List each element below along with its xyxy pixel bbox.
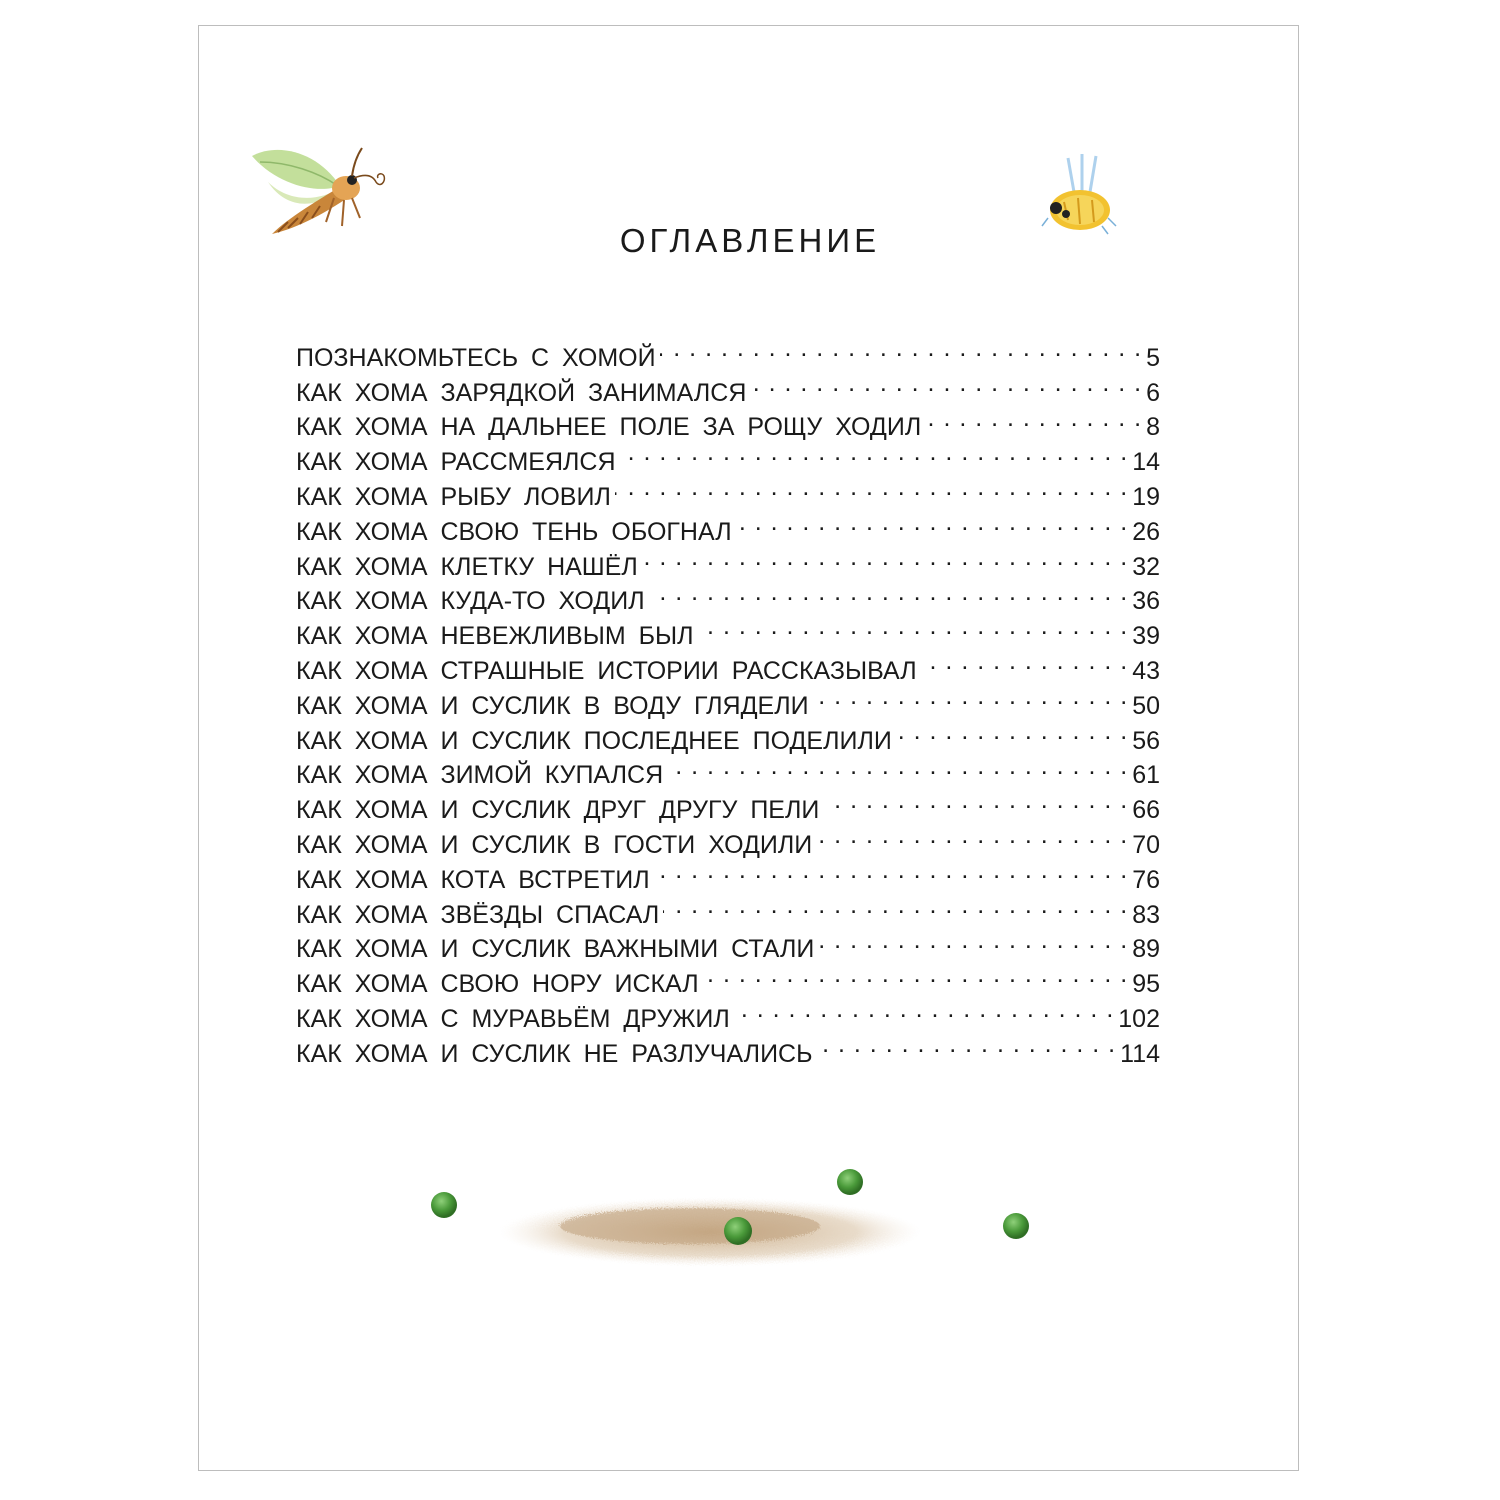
toc-entry-title: КАК ХОМА И СУСЛИК НЕ РАЗЛУЧАЛИСЬ [296, 1039, 813, 1068]
toc-entry-page: 26 [1132, 517, 1160, 546]
toc-leader-dots [925, 401, 1142, 436]
toc-entry-title: КАК ХОМА РЫБУ ЛОВИЛ [296, 482, 611, 511]
toc-entry-title: КАК ХОМА НА ДАЛЬНЕЕ ПОЛЕ ЗА РОЩУ ХОДИЛ [296, 413, 922, 442]
pea-icon [837, 1169, 863, 1195]
toc-leader-dots [921, 644, 1129, 679]
toc-entry-title: КАК ХОМА РАССМЕЯЛСЯ [296, 448, 616, 477]
toc-leader-dots [663, 888, 1128, 923]
toc-entry-page: 70 [1132, 830, 1160, 859]
toc-entry-title: КАК ХОМА ЗИМОЙ КУПАЛСЯ [296, 761, 664, 790]
toc-leader-dots [620, 435, 1129, 470]
toc-leader-dots [660, 331, 1143, 366]
toc-entry-page: 14 [1132, 448, 1160, 477]
toc-entry-page: 19 [1132, 482, 1160, 511]
toc-leader-dots [734, 992, 1114, 1027]
toc-entry-title: КАК ХОМА ЗАРЯДКОЙ ЗАНИМАЛСЯ [296, 378, 747, 407]
toc-entry-page: 83 [1132, 900, 1160, 929]
toc-entry-page: 43 [1132, 656, 1160, 685]
toc-entry-title: КАК ХОМА И СУСЛИК В ГОСТИ ХОДИЛИ [296, 830, 813, 859]
toc-entry-page: 66 [1132, 796, 1160, 825]
toc-leader-dots [649, 575, 1129, 610]
toc-leader-dots [667, 749, 1128, 784]
toc-leader-dots [615, 470, 1128, 505]
toc-entry-title: КАК ХОМА КУДА-ТО ХОДИЛ [296, 587, 645, 616]
peas-and-dirt-illustration [420, 1160, 1050, 1280]
toc-entry-title: КАК ХОМА СВОЮ ТЕНЬ ОБОГНАЛ [296, 517, 732, 546]
toc-entry-page: 5 [1146, 343, 1160, 372]
toc-entry-page: 36 [1132, 587, 1160, 616]
table-of-contents [296, 331, 1160, 1068]
toc-entry-page: 32 [1132, 552, 1160, 581]
toc-entry-title: КАК ХОМА И СУСЛИК ПОСЛЕДНЕЕ ПОДЕЛИЛИ [296, 726, 892, 755]
toc-entry[interactable] [296, 331, 1160, 372]
toc-entry-page: 114 [1120, 1039, 1160, 1068]
toc-leader-dots [642, 540, 1128, 575]
toc-leader-dots [896, 714, 1128, 749]
toc-entry-title: КАК ХОМА КОТА ВСТРЕТИЛ [296, 865, 650, 894]
toc-entry-page: 89 [1132, 935, 1160, 964]
toc-entry-title: КАК ХОМА И СУСЛИК ДРУГ ДРУГУ ПЕЛИ [296, 796, 820, 825]
toc-entry-page: 56 [1132, 726, 1160, 755]
toc-leader-dots [813, 679, 1129, 714]
toc-entry-title: КАК ХОМА КЛЕТКУ НАШЁЛ [296, 552, 638, 581]
toc-entry-page: 39 [1132, 622, 1160, 651]
toc-leader-dots [818, 923, 1128, 958]
toc-leader-dots [823, 783, 1128, 818]
toc-leader-dots [698, 609, 1129, 644]
toc-entry-page: 6 [1146, 378, 1160, 407]
toc-entry-page: 76 [1132, 865, 1160, 894]
pea-icon [1003, 1213, 1029, 1239]
toc-leader-dots [654, 853, 1129, 888]
toc-heading: ОГЛАВЛЕНИЕ [619, 222, 881, 259]
toc-entry-title: КАК ХОМА НЕВЕЖЛИВЫМ БЫЛ [296, 622, 694, 651]
toc-entry-page: 50 [1132, 691, 1160, 720]
toc-entry-title: ПОЗНАКОМЬТЕСЬ С ХОМОЙ [296, 343, 656, 372]
toc-entry-title: КАК ХОМА СВОЮ НОРУ ИСКАЛ [296, 970, 699, 999]
pea-icon [431, 1192, 457, 1218]
toc-leader-dots [816, 818, 1128, 853]
toc-entry-page: 102 [1118, 1004, 1160, 1033]
toc-leader-dots [750, 366, 1142, 401]
pea-icon [724, 1217, 752, 1245]
toc-entry-title: КАК ХОМА СТРАШНЫЕ ИСТОРИИ РАССКАЗЫВАЛ [296, 656, 917, 685]
toc-entry-title: КАК ХОМА И СУСЛИК ВАЖНЫМИ СТАЛИ [296, 935, 815, 964]
toc-entry-page: 8 [1146, 413, 1160, 442]
toc-entry-title: КАК ХОМА И СУСЛИК В ВОДУ ГЛЯДЕЛИ [296, 691, 809, 720]
toc-entry-page: 61 [1132, 761, 1160, 790]
toc-leader-dots [736, 505, 1129, 540]
toc-entry-title: КАК ХОМА С МУРАВЬЁМ ДРУЖИЛ [296, 1004, 730, 1033]
toc-leader-dots [703, 957, 1128, 992]
toc-entry-page: 95 [1132, 970, 1160, 999]
toc-leader-dots [817, 1027, 1117, 1062]
toc-entry-title: КАК ХОМА ЗВЁЗДЫ СПАСАЛ [296, 900, 660, 929]
